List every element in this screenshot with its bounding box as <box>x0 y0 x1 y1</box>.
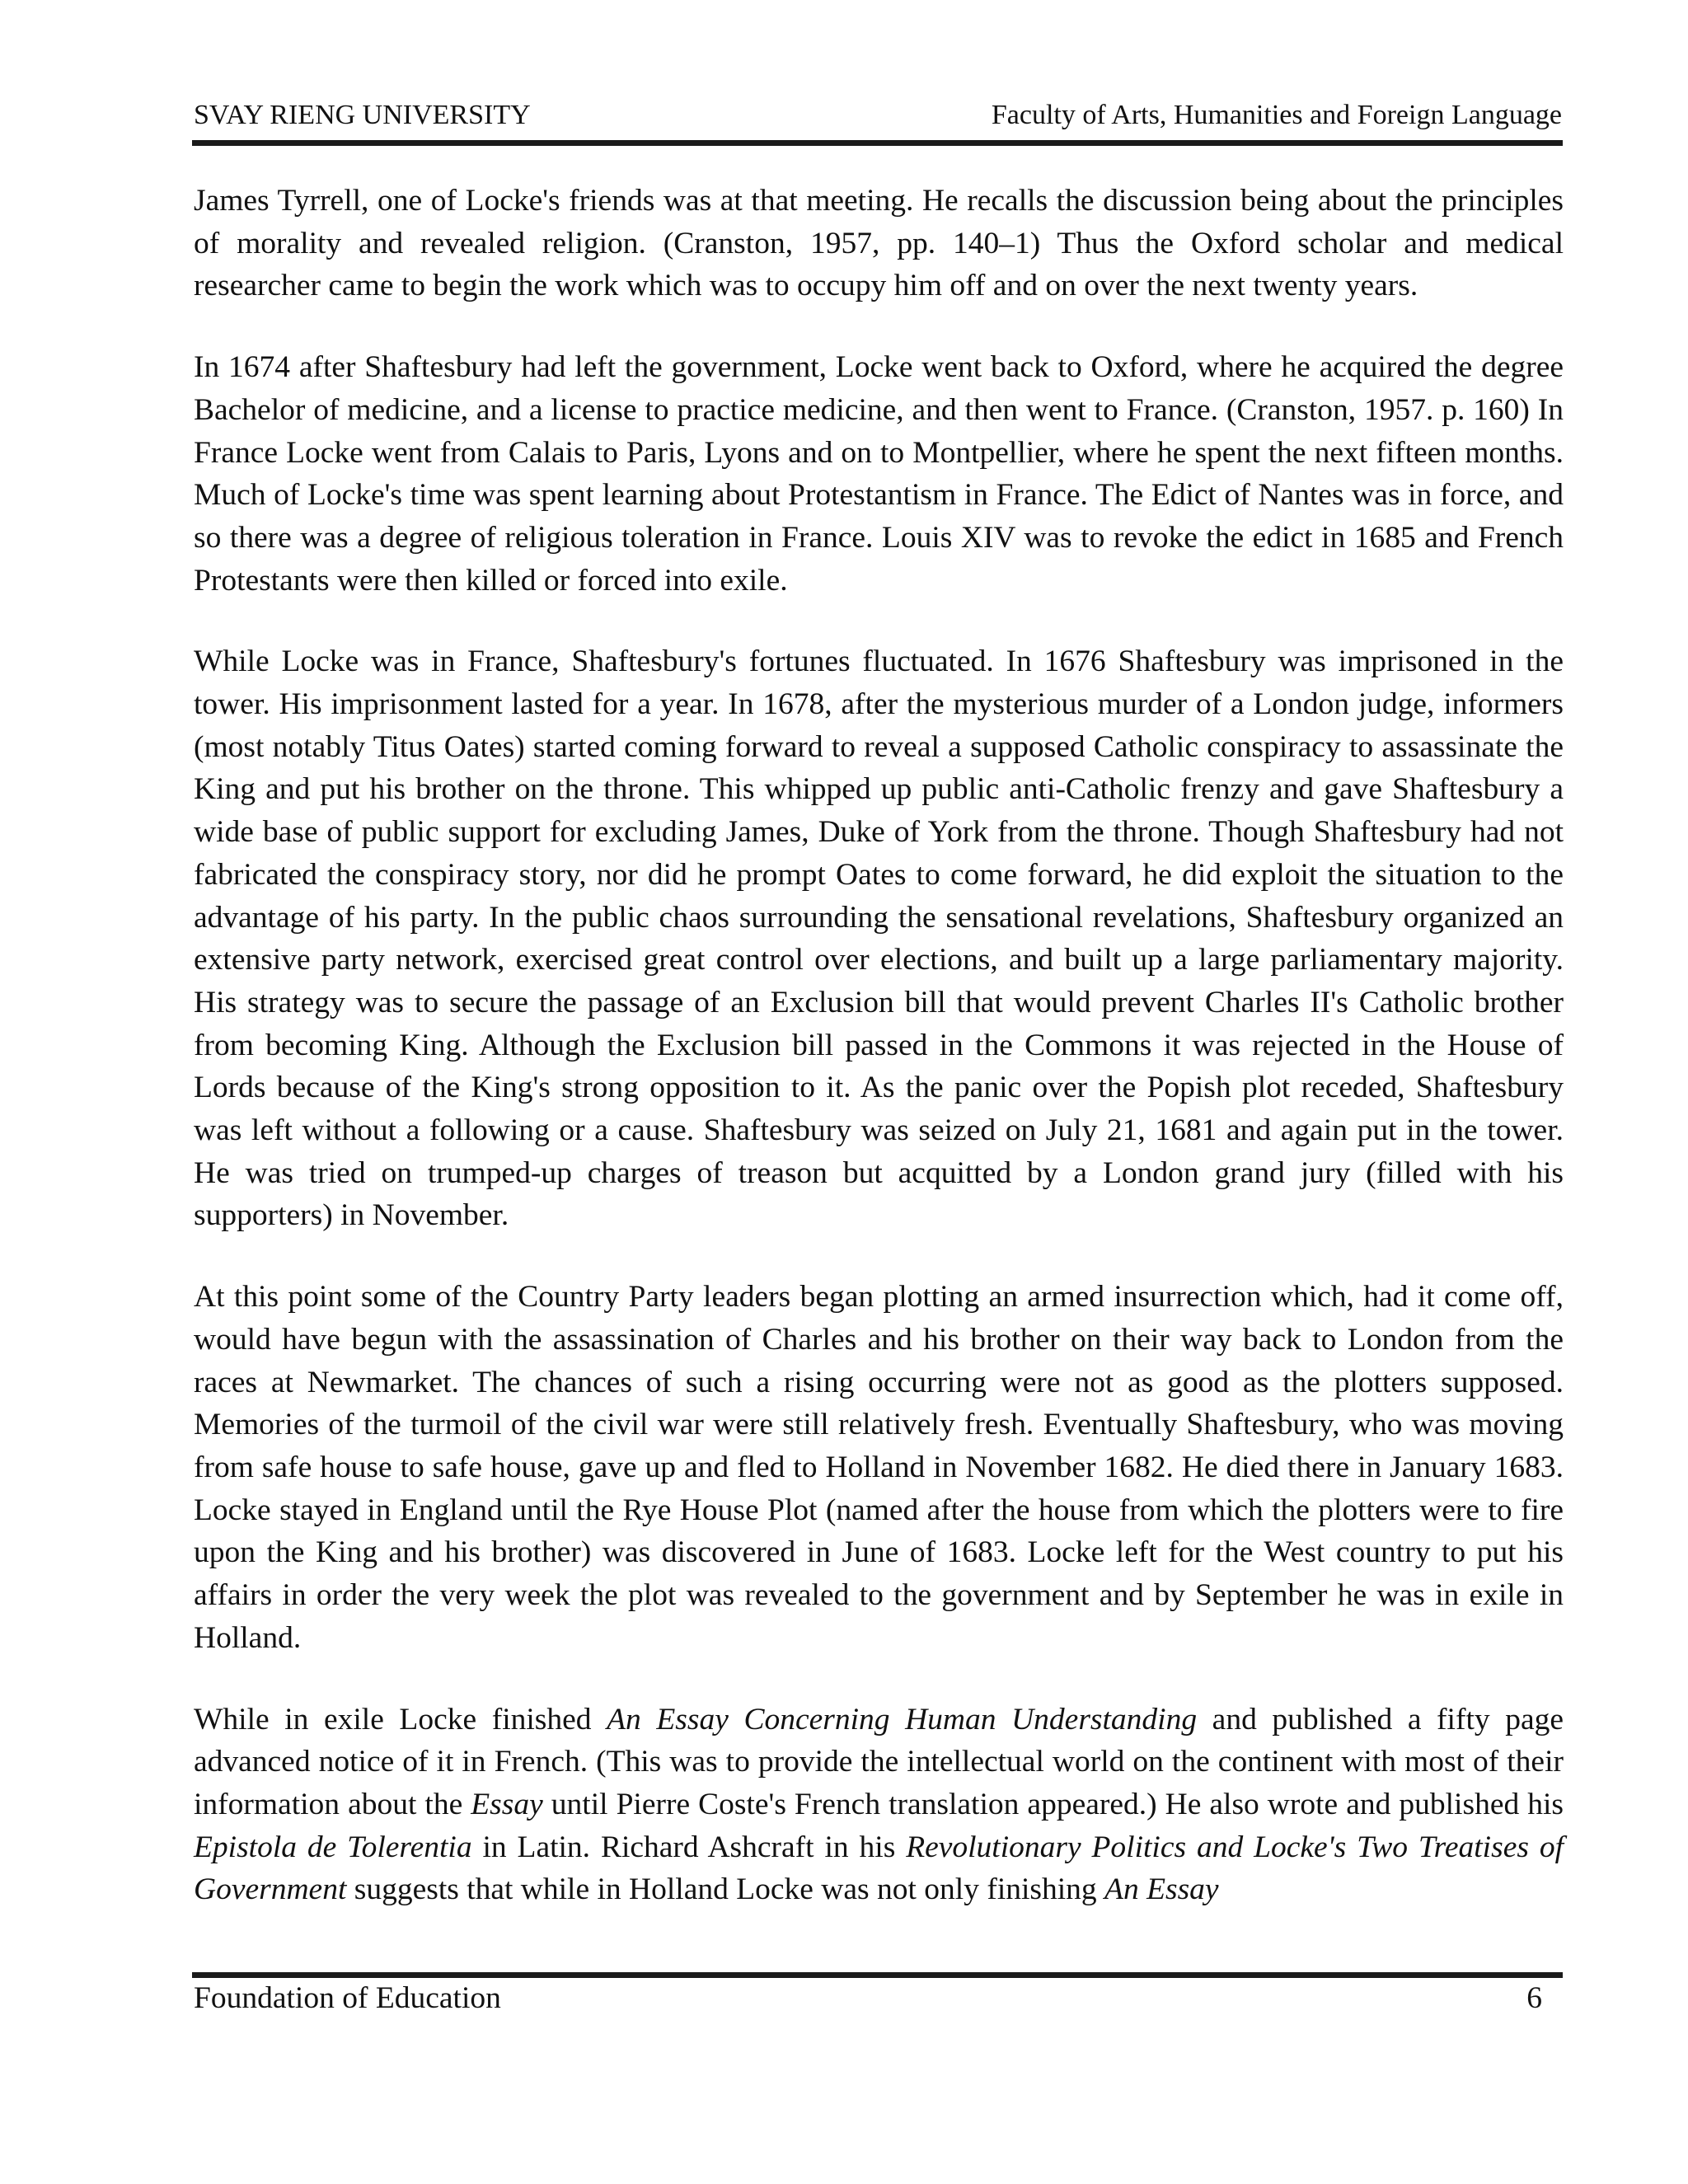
page-header <box>194 92 1562 138</box>
paragraph-4: At this point some of the Country Party leaders began plotting an armed insurrection which, had it come off, would have begun with the assassination of Charles and his brother on their way back to London from the races at Newmarket. The chances of such a rising occurring were not as good as the plotters supposed. Memories of the turmoil of the civil war were still relatively fresh. Eventually Shaftesbury, who was moving from safe house to safe house, gave up and fled to Holland in November 1682. He died there in January 1683. Locke stayed in England until the Rye House Plot (named after the house from which the plotters were to fire upon the King and his brother) was discovered in June of 1683. Locke left for the West country to put his affairs in order the very week the plot was revealed to the government and by September he was in exile in Holland. <box>194 1280 1564 1655</box>
paragraph-3: While Locke was in France, Shaftesbury's fortunes fluctuated. In 1676 Shaftesbury was imprisoned in the tower. His imprisonment lasted for a year. In 1678, after the mysterious murder of a London judge, informers (most notably Titus Oates) started coming forward to reveal a supposed Catholic conspiracy to assassinate the King and put his brother on the throne. This whipped up public anti-Catholic frenzy and gave Shaftesbury a wide base of public support for excluding James, Duke of York from the throne. Though Shaftesbury had not fabricated the conspiracy story, nor did he prompt Oates to come forward, he did exploit the situation to the advantage of his party. In the public chaos surrounding the sensational revelations, Shaftesbury organized an extensive party network, exercised great control over elections, and built up a large parliamentary majority. His strategy was to secure the passage of an Exclusion bill that would prevent Charles II's Catholic brother from becoming King. Although the Exclusion bill passed in the Commons it was rejected in the House of Lords because of the King's strong opposition to it. As the panic over the Popish plot receded, Shaftesbury was left without a following or a cause. Shaftesbury was seized on July 21, 1681 and again put in the tower. He was tried on trumped-up charges of treason but acquitted by a London grand jury (filled with his supporters) in November. <box>194 644 1564 1233</box>
book-title-essay: An Essay Concerning Human Understanding <box>607 1702 1198 1736</box>
course-name: Foundation of Education <box>194 1981 501 2015</box>
book-title-revolutionary-politics: Revolutionary Politics and Locke's Two Treatises of Government <box>194 1830 1564 1907</box>
header-divider <box>192 140 1563 146</box>
text-segment: suggests that while in Holland Locke was not only finishing <box>346 1872 1105 1907</box>
text-segment: until Pierre Coste's French translation appeared.) He also wrote and published his <box>542 1787 1564 1821</box>
text-segment: in Latin. Richard Ashcraft in his <box>471 1830 907 1864</box>
body-text <box>194 180 1564 1911</box>
paragraph-5 <box>194 1699 1564 1912</box>
page-footer <box>194 1978 1562 2019</box>
page-number: 6 <box>1526 1981 1542 2015</box>
book-title-epistola: Epistola de Tolerentia <box>194 1830 472 1864</box>
footer-divider <box>192 1972 1563 1978</box>
text-segment: While in exile Locke finished <box>194 1702 607 1736</box>
book-title-essay-short: Essay <box>471 1787 543 1821</box>
faculty-name: Faculty of Arts, Humanities and Foreign Language <box>991 100 1562 130</box>
paragraph-1: James Tyrrell, one of Locke's friends was at that meeting. He recalls the discussion being about the principles of morality and revealed religion. (Cranston, 1957, pp. 140–1) Thus the Oxford scholar and medical researcher came to begin the work which was to occupy him off and on over the next twenty years. <box>194 184 1564 303</box>
university-name: SVAY RIENG UNIVERSITY <box>194 100 531 130</box>
paragraph-2: In 1674 after Shaftesbury had left the government, Locke went back to Oxford, where he acquired the degree Bachelor of medicine, and a license to practice medicine, and then went to France. (Cranston, 1957. p. 160) In France Locke went from Calais to Paris, Lyons and on to Montpellier, where he spent the next fifteen months. Much of Locke's time was spent learning about Protestantism in France. The Edict of Nantes was in force, and so there was a degree of religious toleration in France. Louis XIV was to revoke the edict in 1685 and French Protestants were then killed or forced into exile. <box>194 350 1564 598</box>
book-title-an-essay: An Essay <box>1104 1872 1219 1907</box>
text-segment: and published a fifty page advanced notice of it in French. (This was to provide the intellectual world on the continent with most of their information about the <box>194 1702 1564 1821</box>
